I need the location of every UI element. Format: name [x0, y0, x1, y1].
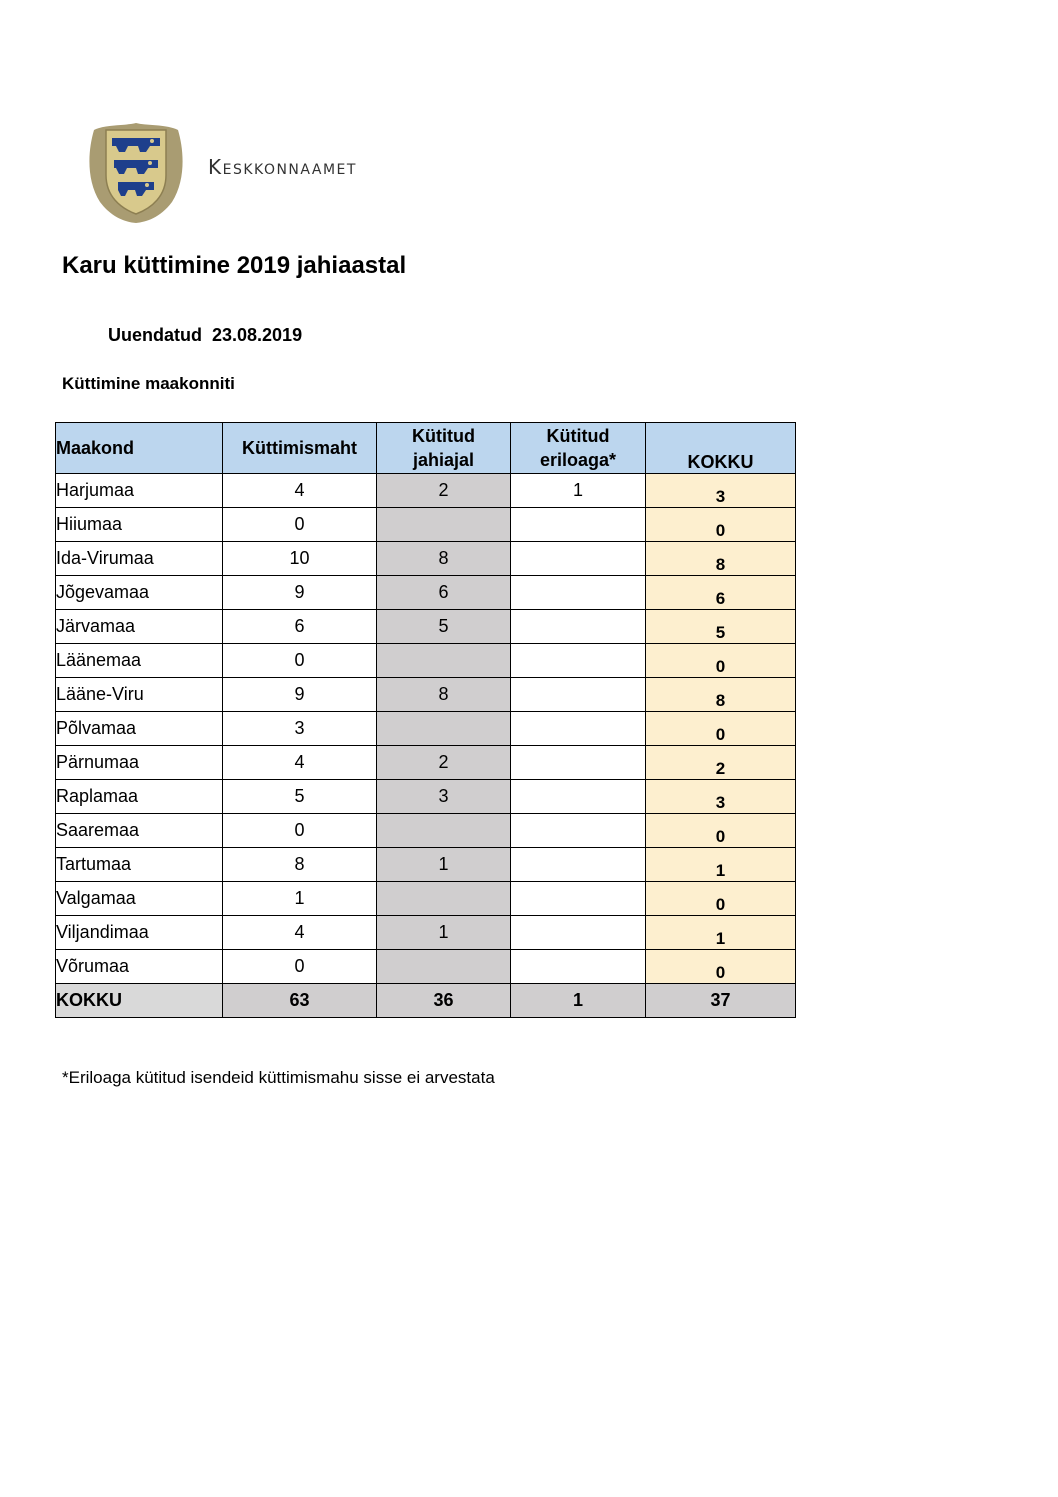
cell-jahiajal: [377, 508, 511, 542]
updated-date: Uuendatud 23.08.2019: [108, 325, 303, 345]
table-row: [56, 950, 796, 984]
cell-maakond: Ida-Virumaa: [56, 542, 223, 576]
cell-maakond: Pärnumaa: [56, 746, 223, 780]
cell-kuttimismaht: 6: [223, 610, 377, 644]
header-eriloaga-line1: Kütitud: [546, 426, 610, 446]
table-row: [56, 712, 796, 746]
cell-kokku: 0: [646, 644, 796, 678]
cell-maakond: Hiiumaa: [56, 508, 223, 542]
cell-kuttimismaht: 4: [223, 746, 377, 780]
cell-kokku: 2: [646, 746, 796, 780]
table-row: [56, 508, 796, 542]
cell-kokku: 0: [646, 950, 796, 984]
cell-kuttimismaht: 10: [223, 542, 377, 576]
header-kuttimismaht: Küttimismaht: [223, 423, 377, 474]
cell-kokku: 3: [646, 474, 796, 508]
table-row: [56, 882, 796, 916]
cell-jahiajal: [377, 882, 511, 916]
cell-maakond: Valgamaa: [56, 882, 223, 916]
cell-kuttimismaht: 0: [223, 644, 377, 678]
header-eriloaga-line2: eriloaga*: [539, 450, 617, 470]
cell-kuttimismaht: 0: [223, 814, 377, 848]
cell-kokku: 3: [646, 780, 796, 814]
cell-jahiajal: 8: [377, 678, 511, 712]
cell-maakond: Tartumaa: [56, 848, 223, 882]
cell-jahiajal: 2: [377, 474, 511, 508]
cell-maakond: Raplamaa: [56, 780, 223, 814]
cell-kuttimismaht: 1: [223, 882, 377, 916]
header-maakond: Maakond: [56, 423, 223, 474]
cell-eriloaga: [511, 848, 646, 882]
cell-jahiajal: 6: [377, 576, 511, 610]
total-eriloaga: 1: [511, 984, 646, 1018]
footnote: *Eriloaga kütitud isendeid küttimismahu sisse ei arvestata: [62, 1068, 495, 1087]
cell-maakond: Saaremaa: [56, 814, 223, 848]
cell-eriloaga: [511, 814, 646, 848]
org-name: [208, 155, 357, 179]
org-name-text: Keskkonnaamet: [208, 155, 357, 179]
cell-eriloaga: [511, 780, 646, 814]
cell-kuttimismaht: 0: [223, 508, 377, 542]
cell-eriloaga: [511, 950, 646, 984]
cell-maakond: Jõgevamaa: [56, 576, 223, 610]
total-kokku: 37: [646, 984, 796, 1018]
cell-jahiajal: 1: [377, 916, 511, 950]
cell-kokku: 1: [646, 916, 796, 950]
cell-kokku: 0: [646, 814, 796, 848]
header-kokku: KOKKU: [646, 423, 796, 474]
cell-kokku: 0: [646, 508, 796, 542]
cell-jahiajal: [377, 644, 511, 678]
table-row: [56, 746, 796, 780]
table-row: [56, 848, 796, 882]
cell-eriloaga: [511, 746, 646, 780]
table-header-row: [56, 423, 796, 474]
cell-eriloaga: [511, 508, 646, 542]
cell-jahiajal: [377, 950, 511, 984]
cell-kuttimismaht: 9: [223, 576, 377, 610]
cell-kuttimismaht: 5: [223, 780, 377, 814]
header-jahiajal: [377, 423, 511, 474]
header-eriloaga: [511, 423, 646, 474]
cell-kokku: 0: [646, 882, 796, 916]
hunting-table: [55, 422, 796, 1018]
cell-jahiajal: 2: [377, 746, 511, 780]
cell-maakond: Võrumaa: [56, 950, 223, 984]
cell-eriloaga: 1: [511, 474, 646, 508]
table-row: [56, 678, 796, 712]
table-row: [56, 814, 796, 848]
total-jahiajal: 36: [377, 984, 511, 1018]
cell-kokku: 8: [646, 542, 796, 576]
cell-kuttimismaht: 4: [223, 916, 377, 950]
cell-eriloaga: [511, 610, 646, 644]
table-total-row: [56, 984, 796, 1018]
cell-eriloaga: [511, 678, 646, 712]
cell-kokku: 8: [646, 678, 796, 712]
cell-kuttimismaht: 0: [223, 950, 377, 984]
cell-maakond: Viljandimaa: [56, 916, 223, 950]
cell-eriloaga: [511, 882, 646, 916]
table-row: [56, 644, 796, 678]
cell-eriloaga: [511, 644, 646, 678]
cell-jahiajal: [377, 814, 511, 848]
table-row: [56, 916, 796, 950]
cell-maakond: Läänemaa: [56, 644, 223, 678]
cell-kuttimismaht: 3: [223, 712, 377, 746]
cell-maakond: Lääne-Viru: [56, 678, 223, 712]
header-jahiajal-line2: jahiajal: [412, 450, 475, 470]
cell-kuttimismaht: 9: [223, 678, 377, 712]
cell-jahiajal: 1: [377, 848, 511, 882]
cell-maakond: Järvamaa: [56, 610, 223, 644]
cell-jahiajal: [377, 712, 511, 746]
total-label: KOKKU: [56, 984, 223, 1018]
header-jahiajal-line1: Kütitud: [412, 426, 475, 446]
table-row: [56, 542, 796, 576]
table-row: [56, 474, 796, 508]
section-subtitle: Küttimine maakonniti: [62, 374, 235, 393]
cell-kokku: 5: [646, 610, 796, 644]
cell-eriloaga: [511, 576, 646, 610]
cell-eriloaga: [511, 542, 646, 576]
total-maht: 63: [223, 984, 377, 1018]
cell-kuttimismaht: 4: [223, 474, 377, 508]
cell-kokku: 1: [646, 848, 796, 882]
table-row: [56, 576, 796, 610]
cell-eriloaga: [511, 712, 646, 746]
cell-kokku: 0: [646, 712, 796, 746]
cell-kokku: 6: [646, 576, 796, 610]
page-title: Karu küttimine 2019 jahiaastal: [62, 252, 407, 279]
cell-kuttimismaht: 8: [223, 848, 377, 882]
cell-eriloaga: [511, 916, 646, 950]
table-row: [56, 610, 796, 644]
table-row: [56, 780, 796, 814]
cell-maakond: Harjumaa: [56, 474, 223, 508]
cell-jahiajal: 8: [377, 542, 511, 576]
estonian-coat-of-arms-icon: [86, 120, 186, 224]
cell-maakond: Põlvamaa: [56, 712, 223, 746]
cell-jahiajal: 3: [377, 780, 511, 814]
cell-jahiajal: 5: [377, 610, 511, 644]
